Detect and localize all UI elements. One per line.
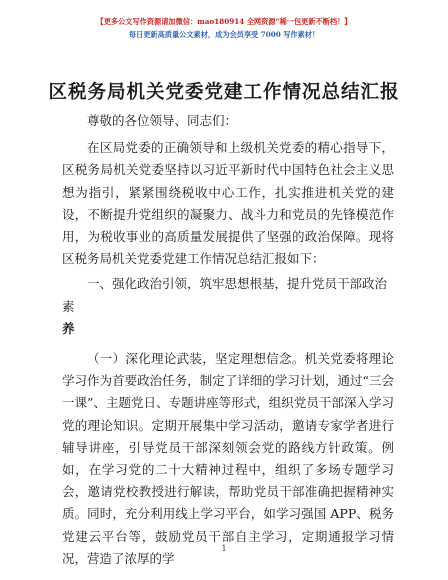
document-body (62, 110, 394, 570)
promo-banner-line1: 【更多公文写作资源请加微信：mao180914 全网资源“稀一包更新不断档！】 (96, 17, 352, 26)
intro-paragraph: 在区局党委的正确领导和上级机关党委的精心指导下，区税务局机关党委坚持以习近平新时代中国特色社会主义思想为指引，紧紧围绕税收中心工作，扎实推进机关党的建设，不断提升党组织的凝聚力、战斗力和党员的先锋模范作用，为税收事业的高质量发展提供了坚强的政治保障。现将区税务局机关党委党建工作情况总结汇报如下： (62, 140, 394, 267)
document-title: 区税务局机关党委党建工作情况总结汇报 (48, 82, 400, 103)
section-heading-end: 养 (62, 320, 75, 336)
promo-banner-line2: 每日更新高质量公文素材，成为会员享受 7000 写作素材！ (128, 30, 320, 39)
page-number: 1 (221, 544, 227, 553)
greeting: 尊敬的各位领导、同志们： (87, 113, 238, 128)
section-heading (62, 273, 394, 340)
subsection-paragraph: （一）深化理论武装，坚定理想信念。机关党委将理论学习作为首要政治任务，制定了详细的学习计划，通过“三会一课”、主题党日、专题讲座等形式，组织党员干部深入学习党的理论知识。定期开展集中学习活动，邀请专家学者进行辅导讲座，引导党员干部深刻领会党的路线方针政策。例如，在学习党的二十大精神过程中，组织了多场专题学习会，邀请党校教授进行解读，帮助党员干部准确把握精神实质。同时，充分利用线上学习平台，如学习强国 APP、税务党建云平台等，鼓励党员干部自主学习，定期通报学习情况，营造了浓厚的学 (62, 351, 394, 566)
promo-banner (0, 16, 448, 40)
section-heading-text: 一、强化政治引领，筑牢思想根基，提升党员干部政治素 (62, 276, 388, 314)
